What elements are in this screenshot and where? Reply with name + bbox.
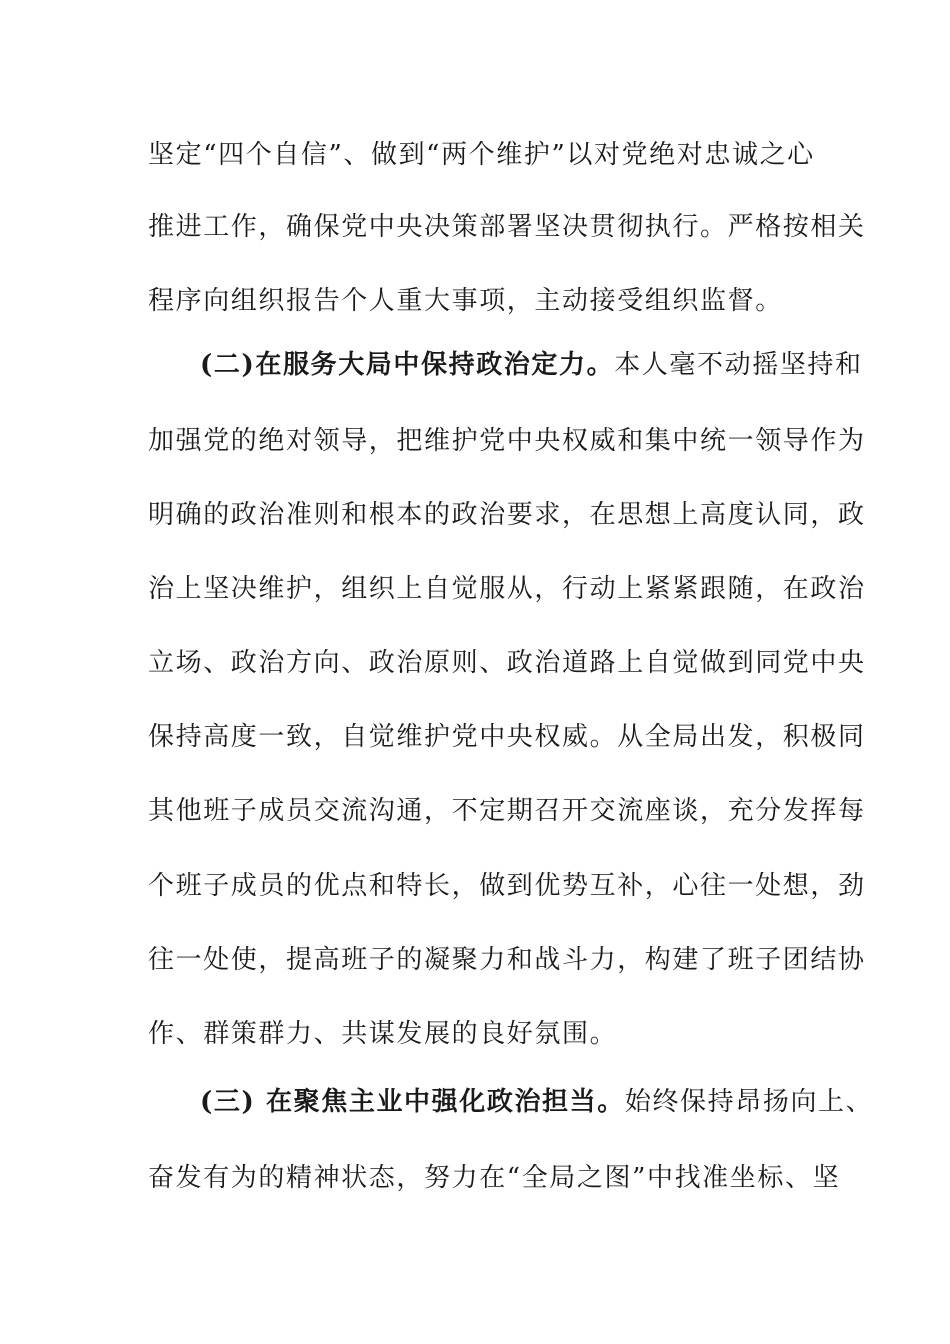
text-segment: 奋发有为的精神状态，努力在“全局之图”中找准坐标、坚 [148, 1163, 841, 1193]
text-segment: 始终保持昂扬向上、 [624, 1087, 874, 1117]
paragraph-heading-line [200, 1082, 900, 1122]
text-segment: 坚定“四个自信”、做到“两个维护”以对党绝对忠诚之心 [148, 140, 815, 170]
section-heading: (三) 在聚焦主业中强化政治担当。 [200, 1087, 625, 1117]
text-line [148, 643, 866, 683]
text-segment: 其他班子成员交流沟通，不定期召开交流座谈，充分发挥每 [148, 796, 866, 826]
text-line [148, 207, 866, 247]
text-line [148, 495, 866, 535]
text-segment: 治上坚决维护，组织上自觉服从，行动上紧紧跟随，在政治 [148, 574, 866, 604]
paragraph-heading-line [200, 345, 900, 385]
text-segment: 作、群策群力、共谋发展的良好氛围。 [148, 1019, 618, 1049]
text-line [148, 1014, 848, 1054]
text-segment: 立场、政治方向、政治原则、政治道路上自觉做到同党中央 [148, 648, 866, 678]
text-segment: 明确的政治准则和根本的政治要求，在思想上高度认同，政 [148, 500, 866, 530]
text-line [148, 940, 866, 980]
text-line [148, 421, 866, 461]
text-segment: 程序向组织报告个人重大事项，主动接受组织监督。 [148, 286, 783, 316]
text-line [148, 717, 866, 757]
text-line [148, 791, 866, 831]
text-line [148, 866, 866, 906]
text-segment: 保持高度一致，自觉维护党中央权威。从全局出发，积极同 [148, 722, 866, 752]
text-segment: 往一处使，提高班子的凝聚力和战斗力，构建了班子团结协 [148, 945, 866, 975]
text-line [148, 1158, 848, 1198]
text-line [148, 569, 866, 609]
text-segment: 推进工作，确保党中央决策部署坚决贯彻执行。严格按相关 [148, 212, 866, 242]
text-segment: 本人毫不动摇坚持和 [614, 350, 863, 380]
text-segment: 加强党的绝对领导，把维护党中央权威和集中统一领导作为 [148, 426, 866, 456]
section-heading: (二)在服务大局中保持政治定力。 [200, 350, 615, 380]
text-line [148, 135, 848, 175]
text-segment: 个班子成员的优点和特长，做到优势互补，心往一处想，劲 [148, 871, 866, 901]
text-line [148, 281, 848, 321]
